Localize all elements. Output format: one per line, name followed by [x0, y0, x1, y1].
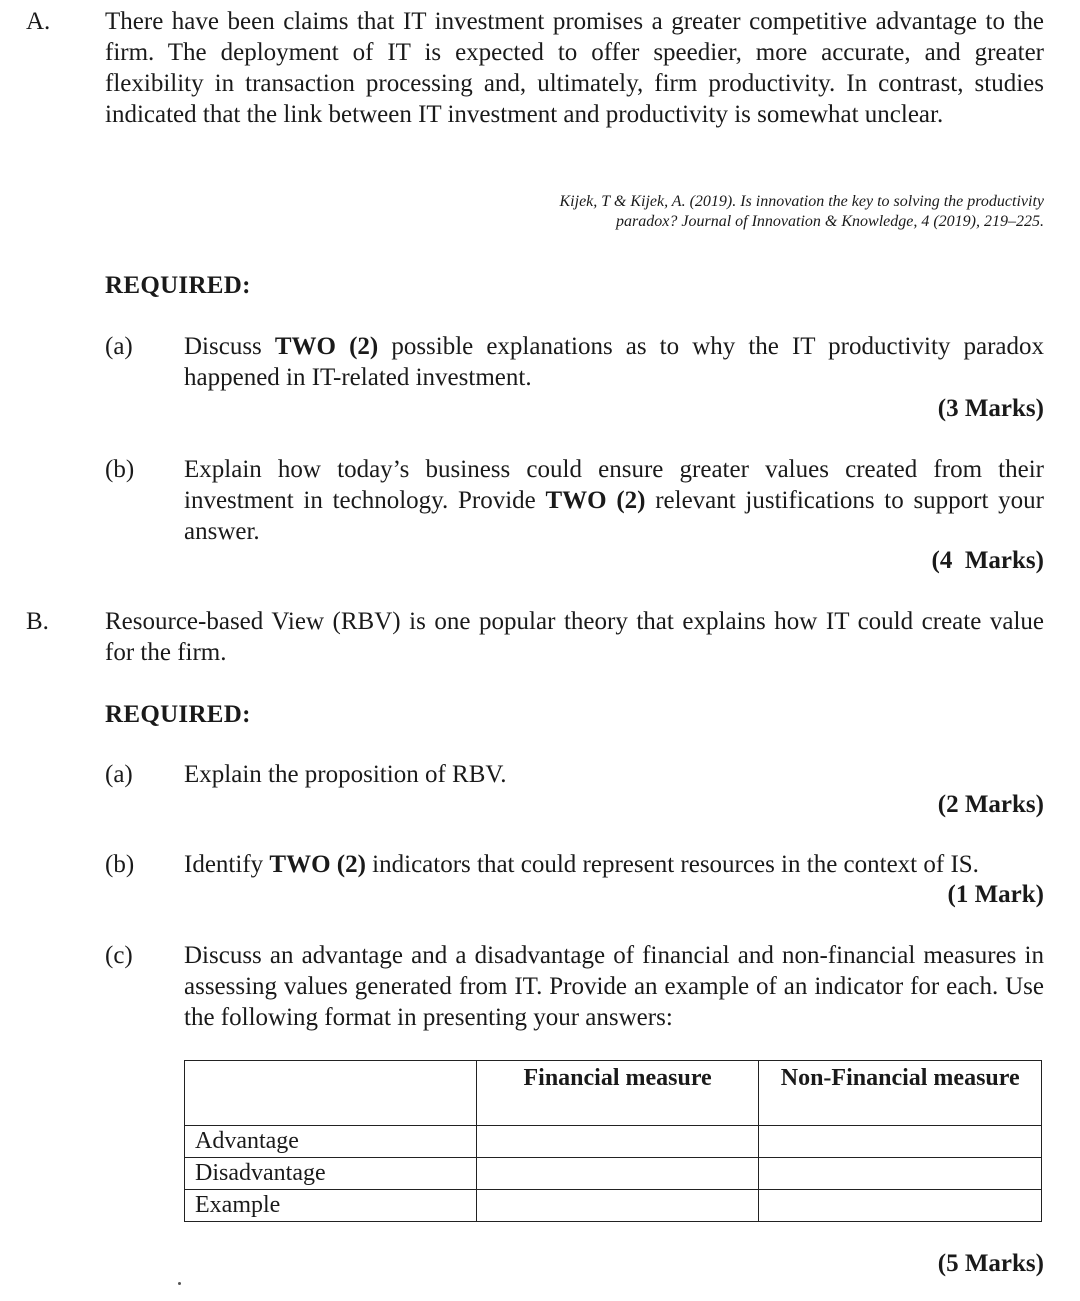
- question-b-c-label: (c): [105, 942, 133, 969]
- question-a-a-text: [184, 331, 1044, 393]
- question-text-part: possible explanations as to why the IT productivity paradox happened in IT-related investment.: [184, 333, 1044, 391]
- section-b-label: B.: [26, 608, 49, 635]
- question-text-part: Explain how today’s business could ensure greater values created from their investment in technology. Provide: [184, 456, 1044, 514]
- question-b-c-marks: (5 Marks): [937, 1250, 1044, 1277]
- citation-line-2: paradox? Journal of Innovation & Knowledge, 4 (2019), 219–225.: [616, 213, 1044, 230]
- table-row-label-disadvantage: Disadvantage: [185, 1158, 477, 1190]
- question-a-b-label: (b): [105, 456, 135, 483]
- question-text-part: indicators that could represent resources in the context of IS.: [365, 851, 979, 878]
- question-text-bold: TWO (2): [545, 487, 646, 514]
- table-row: [185, 1126, 1042, 1158]
- question-b-b-text: [184, 849, 1044, 880]
- section-a-paragraph: There have been claims that IT investment promises a greater competitive advantage to the firm. The deployment of IT is expected to offer speedier, more accurate, and greater flexibility in transaction processing and, ultimately, firm productivity. In contrast, studies indicated that the link between IT investment and productivity is somewhat unclear.: [105, 8, 1044, 128]
- table-header-non-financial: Non-Financial measure: [759, 1061, 1042, 1126]
- section-a-required-heading: REQUIRED:: [105, 272, 251, 299]
- scan-speck: [178, 1282, 181, 1285]
- question-text-bold: TWO (2): [269, 851, 366, 878]
- question-text-part: Discuss: [184, 333, 275, 360]
- question-b-a-text: Explain the proposition of RBV.: [184, 761, 507, 788]
- question-text-part: Identify: [184, 851, 270, 878]
- section-b-paragraph: Resource-based View (RBV) is one popular theory that explains how IT could create value for the firm.: [105, 608, 1044, 666]
- answer-format-table: [184, 1060, 1042, 1222]
- question-text-part: relevant justifications to support your answer.: [184, 487, 1044, 545]
- table-cell: [759, 1126, 1042, 1158]
- section-b-required-heading: REQUIRED:: [105, 701, 251, 728]
- table-row: [185, 1190, 1042, 1222]
- table-row-label-advantage: Advantage: [185, 1126, 477, 1158]
- table-row-label-example: Example: [185, 1190, 477, 1222]
- question-a-b-marks: (4 Marks): [931, 547, 1044, 574]
- question-a-a-label: (a): [105, 333, 133, 360]
- table-cell: [759, 1190, 1042, 1222]
- table-header-row: [185, 1061, 1042, 1126]
- table-row: [185, 1158, 1042, 1190]
- question-a-b-text: [184, 454, 1044, 547]
- citation: [404, 192, 1044, 232]
- table-cell: [759, 1158, 1042, 1190]
- question-b-b-marks: (1 Mark): [947, 881, 1044, 908]
- citation-line-1: Kijek, T & Kijek, A. (2019). Is innovation the key to solving the productivity: [559, 193, 1044, 210]
- question-text-bold: TWO (2): [274, 333, 379, 360]
- question-b-a-label: (a): [105, 761, 133, 788]
- question-a-a-marks: (3 Marks): [937, 395, 1044, 422]
- question-b-a-marks: (2 Marks): [937, 791, 1044, 818]
- table-cell: [476, 1190, 759, 1222]
- question-b-c-text: Discuss an advantage and a disadvantage of financial and non-financial measures in assessing values generated from IT. Provide an example of an indicator for each. Use the following format in presenting your answers:: [184, 942, 1044, 1031]
- section-a-label: A.: [26, 8, 51, 35]
- table-header-financial: Financial measure: [476, 1061, 759, 1126]
- question-b-b-label: (b): [105, 851, 135, 878]
- table-cell: [476, 1158, 759, 1190]
- table-header-cell-empty: [185, 1061, 477, 1126]
- table-cell: [476, 1126, 759, 1158]
